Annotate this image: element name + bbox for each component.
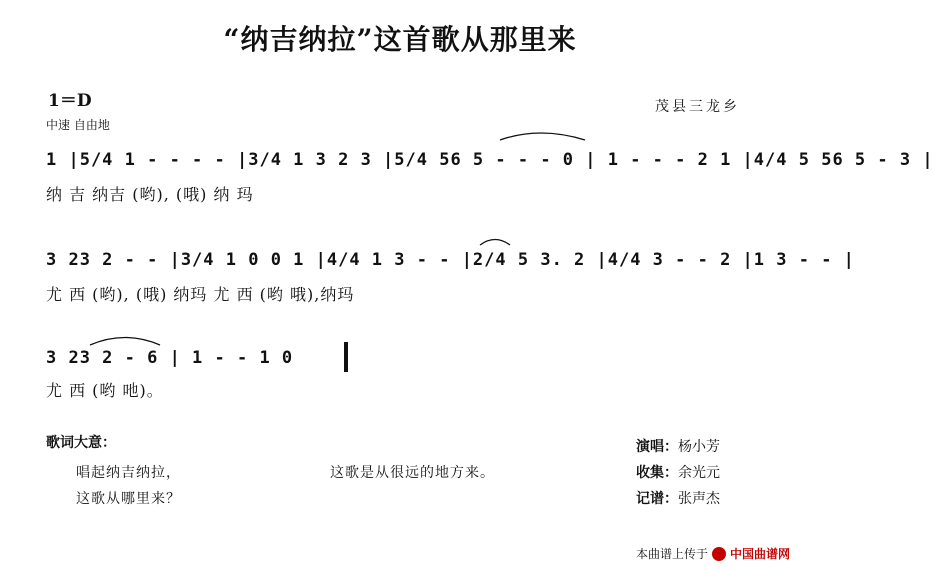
tempo-marking: 中速 自由地 bbox=[46, 118, 110, 132]
staff-line-2-notes: 3 23 2 - - |3/4 1 0 0 1 |4/4 1 3 - - |2/4 5 3. 2 |4/4 3 - - 2 |1 3 - - | bbox=[46, 250, 855, 270]
credit-collector: 收集：余光元 bbox=[636, 465, 720, 481]
staff-line-3-notes: 3 23 2 - 6 | 1 - - 1 0 bbox=[46, 348, 294, 368]
staff-line-1-lyrics: 纳 吉 纳吉 (哟), (哦) 纳 玛 bbox=[46, 185, 254, 204]
key-signature: 1＝D bbox=[48, 91, 92, 111]
site-name: 中国曲谱网 bbox=[729, 547, 790, 561]
staff-line-2-lyrics: 尤 西 (哟), (哦) 纳玛 尤 西 (哟 哦),纳玛 bbox=[46, 285, 355, 304]
staff-line-1-notes: 1 |5/4 1 - - - - |3/4 1 3 2 3 |5/4 56 5 - - - 0 | 1 - - - 2 1 |4/4 5 56 5 - 3 | bbox=[46, 150, 934, 170]
summary-line-1: 唱起纳吉纳拉， bbox=[76, 465, 181, 481]
lyrics-summary-title: 歌词大意： bbox=[46, 435, 116, 451]
credit-singer: 演唱：杨小芳 bbox=[636, 439, 720, 455]
site-logo-icon bbox=[712, 547, 726, 561]
footer-text: 本曲谱上传于 bbox=[635, 547, 708, 561]
credit-transcriber: 记谱：张声杰 bbox=[636, 491, 720, 507]
staff-line-3-lyrics: 尤 西 (哟 吔)。 bbox=[46, 381, 164, 400]
summary-line-3: 这歌是从很远的地方来。 bbox=[330, 465, 495, 481]
song-origin: 茂县三龙乡 bbox=[655, 99, 740, 115]
upload-footer bbox=[636, 545, 790, 562]
song-title: “纳吉纳拉”这首歌从那里来 bbox=[223, 23, 577, 56]
summary-line-2: 这歌从哪里来？ bbox=[76, 491, 181, 507]
